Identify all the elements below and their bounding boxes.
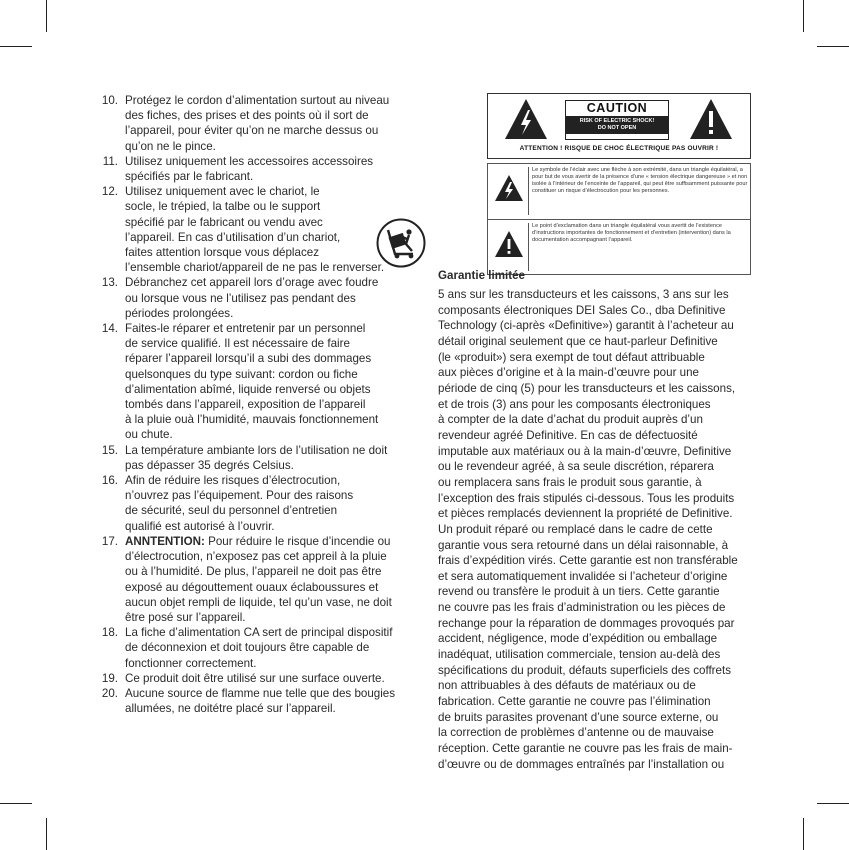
symbol-description: Le point d’exclamation dans un triangle équilatéral vous avertit de l’existence d’instructions importantes de fonctionnement et d’entretien (intervention) dans la documentation accompagnant l’appareil. (528, 223, 752, 271)
crop-mark (817, 803, 849, 804)
crop-mark (46, 0, 47, 32)
symbol-description: Le symbole de l’éclair avec une flèche à son extrémité, dans un triangle équilatéral, a pour but de vous avertir de la présence d’une « tension électrique dangereuse » et non isolée à l’intérieur de l’enceinte de l’appareil, qui peut être suffisamment puissante pour constituer un risque d’électrocution pour les personnes. (528, 167, 752, 215)
instruction-text: Utilisez uniquement les accessoires accessoires spécifiés par le fabricant. (125, 154, 374, 184)
instruction-text (125, 534, 412, 625)
instruction-item (92, 625, 412, 671)
instruction-item (92, 534, 412, 625)
instruction-number: 13. (101, 276, 118, 290)
crop-mark (817, 46, 849, 47)
instruction-item (92, 443, 412, 473)
warranty-title: Garantie limitée (438, 269, 525, 282)
caution-line1: RISK OF ELECTRIC SHOCK! (579, 118, 655, 124)
crop-mark (0, 46, 32, 47)
caution-title: CAUTION (566, 101, 668, 116)
attention-label: ANNTENTION: (125, 534, 205, 548)
instruction-text: Aucune source de flamme nue telle que des bougies allumées, ne doitétre placé sur l’appareil. (125, 686, 396, 716)
instruction-text: Afin de réduire les risques d’électrocution, n’ouvrez pas l’équipement. Pour des raisons de sécurité, seul du personnel d’entretien qualifié est autorisé à l’ouvrir. (125, 474, 354, 533)
caution-footer: ATTENTION ! RISQUE DE CHOC ÉLECTRIQUE PAS OUVRIR ! (519, 145, 719, 152)
instruction-number: 14. (101, 322, 118, 336)
crop-mark (803, 0, 804, 32)
instruction-text: Utilisez uniquement avec le chariot, le socle, le trépied, la talbe ou le support spécifié par le fabricant ou vendu avec l’appareil. En cas d’utilisation d’un chariot, faites attention lorsque vous déplacez l’ensemble chariot/appareil de ne pas le renverser. (125, 185, 385, 275)
instruction-number: 15. (101, 443, 118, 457)
instruction-text: Ce produit doit être utilisé sur une surface ouverte. (125, 671, 385, 685)
symbol-row (488, 164, 750, 218)
instruction-body: Pour réduire le risque d’incendie ou d’électrocution, n’exposez pas cet appreil à la pluie ou à l’humidité. De plus, l’appareil ne doit pas être exposé au dégouttement ouaux éclaboussures et aucun objet rempli de liquide, tel qu’un vase, ne doit être posé sur l’appareil. (125, 534, 392, 624)
instruction-number: 11. (102, 154, 118, 168)
instruction-item (92, 321, 412, 443)
instruction-number: 16. (101, 474, 118, 488)
instruction-text: Faites-le réparer et entretenir par un personnel de service qualifié. Il est nécessaire de faire réparer l’appareil lorsqu’il a subi des dommages quelsonques du type suivant: cordon ou fiche d’alimentation abîmé, liquide renversé ou objets tombés dans l’appareil, exposition de l’appareil à la pluie ouà l’humidité, mauvais fonctionnement ou chute. (125, 322, 379, 442)
instruction-number: 17. (101, 534, 118, 548)
exclamation-warning-icon (689, 98, 733, 140)
instruction-item (92, 671, 412, 686)
instruction-text: Débranchez cet appareil lors d’orage avec foudre ou lorsque vous ne l’utilisez pas pendant des périodes prolongées. (125, 276, 379, 320)
caution-label (487, 93, 751, 159)
instruction-number: 18. (101, 626, 118, 640)
caution-warning (566, 116, 668, 134)
crop-mark (0, 803, 32, 804)
instruction-text: La température ambiante lors de l’utilisation ne doit pas dépasser 35 degrés Celsius. (125, 443, 388, 472)
instruction-item (92, 154, 412, 184)
crop-mark (46, 818, 47, 850)
warranty-text: 5 ans sur les transducteurs et les caissons, 3 ans sur les composants électroniques DEI Sales Co., dba Definitive Technology (ci-après «Definitive») garantit à l’acheteur au détail original seulement que ce haut-parleur Definitive (le «produit») sera exempt de tout défaut attribuable aux pièces d’origine et à la main-d’œuvre pour une période de cinq (5) pour les transducteurs et les caissons, et de trois (3) ans pour les composants électroniques à compter de la date d’achat du produit auprès d’un revendeur agréé Definitive. En cas de défectuosité imputable aux matériaux ou à la main-d’œuvre, Definitive ou le revendeur agréé, à sa seule discrétion, réparera ou remplacera sans frais le produit sous garantie, à l’exception des frais stipulés ci-dessous. Tous les produits et pièces remplacés deviennent la propriété de Definitive. Un produit réparé ou remplacé dans le cadre de cette garantie vous sera retourné dans un délai raisonnable, à frais d’expédition virés. Cette garantie est non transférable et sera automatiquement invalidée si l’acheteur d’origine revend ou transfère le produit à un tiers. Cette garantie ne couvre pas les frais d’administration ou les pièces de rechange pour la réparation de dommages provoqués par accident, négligence, mode d’expédition ou emballage inadéquat, utilisation commerciale, tension au-delà des spécifications du produit, défauts superficiels des coffrets non attribuables à des défauts de matériaux ou de fabrication. Cette garantie ne couvre pas l’élimination de bruits parasites provenant d’une source externe, ou la correction de problèmes d’antenne ou de mauvaise réception. Cette garantie ne couvre pas les frais de main- d’œuvre ou de dommages entraînés par l’installation ou (438, 288, 738, 771)
instruction-number: 12. (101, 185, 118, 199)
caution-line2: DO NOT OPEN (597, 125, 637, 131)
lightning-warning-icon (494, 174, 524, 202)
caution-plate (565, 100, 669, 140)
symbol-explanation-table (487, 163, 751, 275)
instruction-text: Protégez le cordon d’alimentation surtout au niveau des fiches, des prises et des points où il sort de l’appareil, pour éviter qu’on ne marche dessus ou qu’on ne le pince. (125, 94, 390, 153)
instruction-item (92, 473, 412, 534)
cart-tip-over-warning-icon (376, 218, 426, 268)
lightning-warning-icon (504, 98, 548, 140)
instruction-text: La fiche d’alimentation CA sert de principal dispositif de déconnexion et doit toujours être capable de fonctionner correctement. (125, 626, 393, 670)
instruction-item (92, 686, 412, 716)
instruction-item (92, 184, 412, 275)
instruction-number: 20. (101, 686, 118, 700)
instruction-number: 19. (101, 671, 118, 685)
instruction-number: 10. (101, 94, 118, 107)
instruction-item (92, 93, 412, 154)
crop-mark (803, 818, 804, 850)
symbol-row (488, 219, 750, 274)
safety-instructions-list (92, 93, 412, 716)
warranty-section (438, 268, 756, 772)
instruction-item (92, 275, 412, 321)
exclamation-warning-icon (494, 230, 524, 258)
